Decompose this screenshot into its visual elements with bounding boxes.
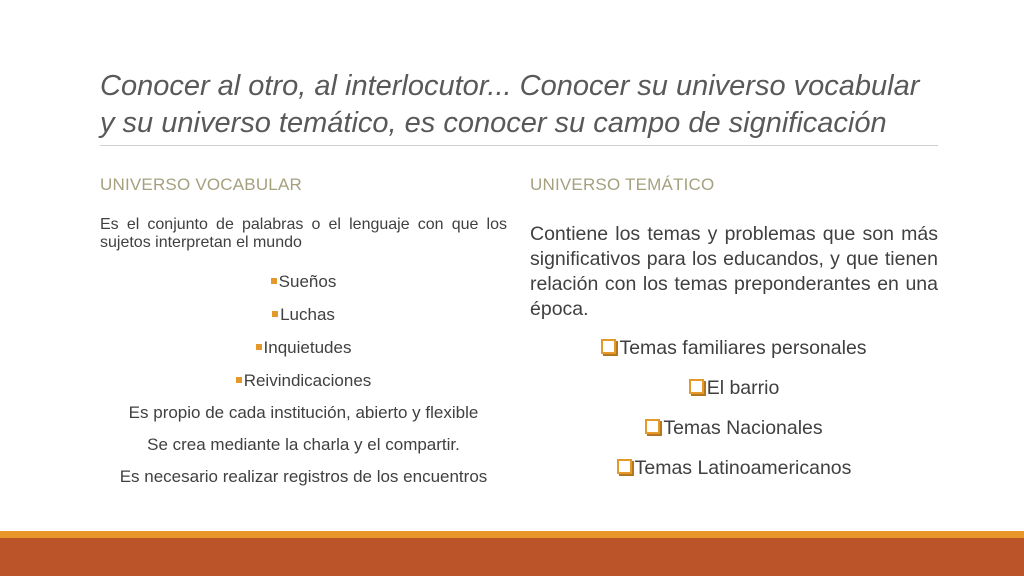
checkbox-bullet-icon	[617, 459, 632, 474]
left-bullet-item: Reivindicaciones	[100, 364, 507, 397]
right-column-heading: UNIVERSO TEMÁTICO	[530, 175, 715, 194]
square-bullet-icon	[256, 344, 262, 350]
checkbox-bullet-icon	[601, 339, 616, 354]
left-note: Es necesario realizar registros de los encuentros	[119, 467, 488, 486]
left-note: Es propio de cada institución, abierto y flexible	[128, 403, 479, 422]
footer-bar	[0, 538, 1024, 576]
slide-title-line-2: y su universo temático, es conocer su campo de significación	[100, 107, 887, 139]
left-column	[100, 216, 507, 493]
checkbox-bullet-icon	[645, 419, 660, 434]
right-column	[530, 222, 938, 488]
right-bullet-item: Temas familiares personales	[530, 328, 938, 368]
left-column-heading: UNIVERSO VOCABULAR	[100, 175, 302, 194]
right-bullet-item: Temas Latinoamericanos	[530, 448, 938, 488]
left-note: Se crea mediante la charla y el compartir.	[147, 435, 460, 454]
square-bullet-icon	[236, 377, 242, 383]
right-bullet-item: El barrio	[530, 368, 938, 408]
slide-title-line-1: Conocer al otro, al interlocutor... Conocer su universo vocabular	[100, 70, 920, 102]
footer-accent-bar	[0, 531, 1024, 538]
left-bullet-item: Luchas	[100, 298, 507, 331]
left-intro: Es el conjunto de palabras o el lenguaje con que los sujetos interpretan el mundo	[100, 216, 507, 251]
left-bullet-item: Inquietudes	[100, 331, 507, 364]
square-bullet-icon	[272, 311, 278, 317]
square-bullet-icon	[271, 278, 277, 284]
left-bullet-item: Sueños	[100, 265, 507, 298]
right-intro: Contiene los temas y problemas que son más significativos para los educandos, y que tienen relación con los temas preponderantes en una época.	[530, 223, 938, 320]
checkbox-bullet-icon	[689, 379, 704, 394]
title-divider	[100, 145, 938, 146]
slide-title	[100, 68, 940, 142]
right-bullet-item: Temas Nacionales	[530, 408, 938, 448]
